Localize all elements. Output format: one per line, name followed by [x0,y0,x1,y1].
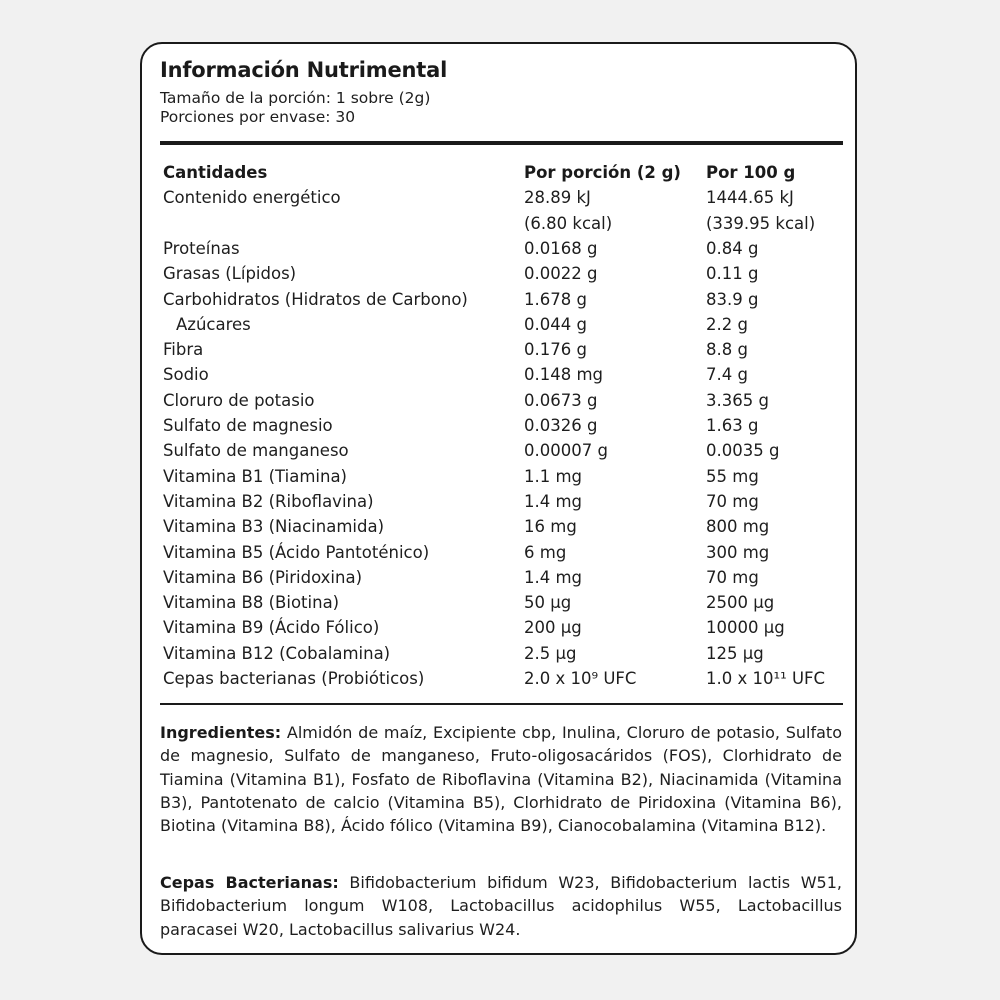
table-row [0,565,1000,590]
per-serving-value: 1.678 g [524,289,587,309]
per-100g-value: 55 mg [706,466,759,486]
table-row [0,413,1000,438]
nutrient-name: Cepas bacterianas (Probióticos) [163,669,425,688]
column-header-per-serving: Por porción (2 g) [524,163,681,182]
per-serving-value: 28.89 kJ [524,188,591,208]
per-100g-value: 8.8 g [706,340,748,360]
nutrient-name: Sulfato de manganeso [163,441,349,461]
nutrient-name: Azúcares [176,314,251,334]
per-serving-value: 6 mg [524,542,567,562]
servings-per-container: Porciones por envase: 30 [160,108,356,126]
per-100g-value: 1.0 x 10¹¹ UFC [706,669,826,688]
per-100g-value: 0.0035 g [706,441,780,461]
table-row [0,312,1000,337]
per-serving-value: 0.0168 g [524,238,598,258]
table-row [0,337,1000,362]
ingredients-heading: Ingredientes: [160,723,282,742]
per-serving-value: 200 µg [524,618,582,638]
table-row [0,388,1000,413]
per-100g-value: 1.63 g [706,416,759,435]
table-row [0,540,1000,565]
table-row [0,261,1000,286]
label-title: Información Nutrimental [160,58,448,82]
per-serving-value: 0.00007 g [524,441,608,461]
nutrient-name: Vitamina B8 (Biotina) [163,593,340,613]
nutrient-name: Vitamina B6 (Piridoxina) [163,567,363,587]
column-header-per-100g: Por 100 g [706,163,796,182]
per-serving-value: 0.0673 g [524,390,598,410]
table-header-row [0,160,1000,185]
per-100g-value: 800 mg [706,517,770,537]
header-divider [160,141,843,145]
per-100g-value: 125 µg [706,643,764,663]
nutrient-name: Contenido energético [163,188,341,208]
per-100g-value: 1444.65 kJ [706,188,794,208]
per-serving-value: 1.4 mg [524,491,583,511]
table-row [0,438,1000,463]
per-100g-value: 2.2 g [706,314,748,334]
per-100g-value: 7.4 g [706,365,748,385]
per-100g-value: 3.365 g [706,390,769,410]
nutrient-name: Vitamina B12 (Cobalamina) [163,643,391,663]
ingredients-paragraph [160,721,842,837]
serving-size: Tamaño de la porción: 1 sobre (2g) [160,89,431,107]
table-row [0,489,1000,514]
per-serving-value: 50 µg [524,593,572,613]
strains-text: Bifidobacterium bifidum W23, Bifidobacterium lactis W51, Bifidobacterium longum W108, Lactobacillus acidophilus W55, Lactobacillus paracasei W20, Lactobacillus salivarius W24. [160,873,842,939]
column-header-amounts: Cantidades [163,163,268,182]
table-row [0,236,1000,261]
per-100g-value: 0.11 g [706,264,759,284]
nutrient-name: Fibra [163,340,204,360]
table-row [0,464,1000,489]
nutrient-name: Vitamina B5 (Ácido Pantoténico) [163,542,430,562]
per-serving-value: (6.80 kcal) [524,213,613,233]
table-row [0,211,1000,236]
per-100g-value: 300 mg [706,542,770,562]
nutrient-name: Proteínas [163,238,240,258]
per-100g-value: 2500 µg [706,593,775,613]
table-row [0,287,1000,312]
nutrient-name: Vitamina B2 (Riboflavina) [163,491,374,511]
ingredients-text: Almidón de maíz, Excipiente cbp, Inulina, Cloruro de potasio, Sulfato de magnesio, Sulfato de manganeso, Fruto-oligosacáridos (FOS), Clorhidrato de Tiamina (Vitamina B1), Fosfato de Riboflavina (Vitamina B2), Niacinamida (Vitamina B3), Pantotenato de calcio (Vitamina B5), Clorhidrato de Piridoxina (Vitamina B6), Biotina (Vitamina B8), Ácido fólico (Vitamina B9), Cianocobalamina (Vitamina B12). [160,723,842,836]
per-serving-value: 0.044 g [524,314,587,334]
nutrient-name: Grasas (Lípidos) [163,264,297,284]
per-serving-value: 0.148 mg [524,365,604,385]
nutrient-name: Sodio [163,365,209,385]
per-100g-value: (339.95 kcal) [706,213,816,233]
per-serving-value: 2.5 µg [524,643,577,663]
table-row [0,666,1000,691]
per-100g-value: 10000 µg [706,618,785,638]
nutrient-name: Vitamina B3 (Niacinamida) [163,517,385,537]
strains-paragraph [160,871,842,941]
per-100g-value: 70 mg [706,491,759,511]
per-serving-value: 1.4 mg [524,567,583,587]
per-serving-value: 0.176 g [524,340,587,360]
per-serving-value: 16 mg [524,517,577,537]
table-row [0,362,1000,387]
nutrient-name: Cloruro de potasio [163,390,315,410]
per-100g-value: 70 mg [706,567,759,587]
nutrient-name: Vitamina B1 (Tiamina) [163,466,347,486]
per-100g-value: 0.84 g [706,238,759,258]
per-serving-value: 2.0 x 10⁹ UFC [524,669,637,688]
strains-heading: Cepas Bacterianas: [160,873,339,892]
table-row [0,514,1000,539]
per-serving-value: 0.0326 g [524,416,598,435]
nutrient-name: Sulfato de magnesio [163,416,333,435]
nutrient-name: Carbohidratos (Hidratos de Carbono) [163,289,468,309]
table-divider [160,703,843,705]
table-row [0,590,1000,615]
per-serving-value: 1.1 mg [524,466,583,486]
per-100g-value: 83.9 g [706,289,759,309]
nutrient-name: Vitamina B9 (Ácido Fólico) [163,618,380,638]
table-row [0,185,1000,210]
per-serving-value: 0.0022 g [524,264,598,284]
table-row [0,641,1000,666]
table-row [0,615,1000,640]
